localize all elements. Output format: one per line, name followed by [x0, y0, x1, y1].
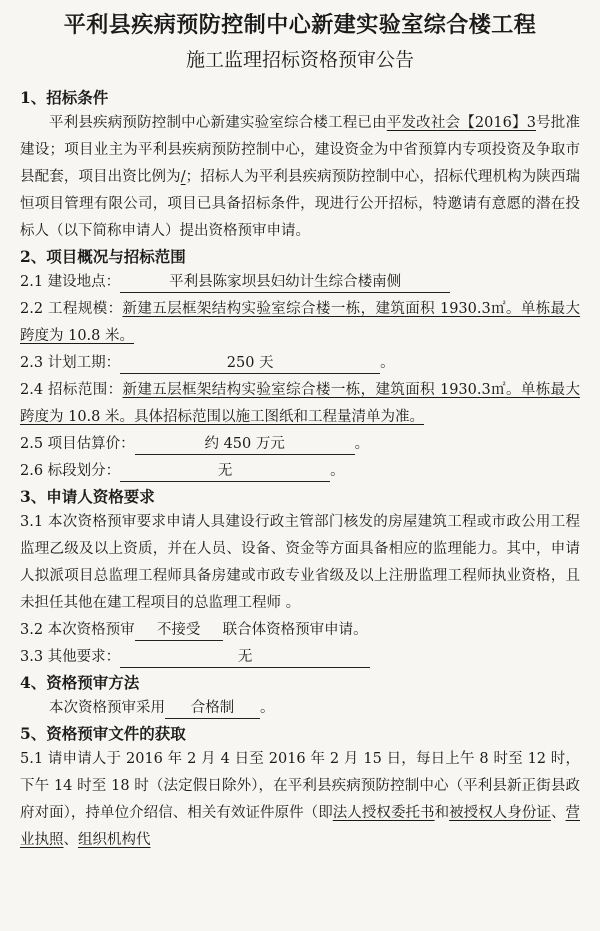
scale-line: 2.2 工程规模：新建五层框架结构实验室综合楼一栋，建筑面积 1930.3㎡。单栋最大跨度为 10.8 米。 [20, 301, 581, 344]
requirement-3-2: 3.2 本次资格预审 不接受 联合体资格预审申请。 [20, 617, 580, 644]
acquisition-text: 5.1 请申请人于 2016 年 2 月 4 日至 2016 年 2 月 15 日，每日上午 8 时至 12 时，下午 14 时至 18 时（法定假日除外），在平利县疾病预防控制中心（平利县新正街县政府对面），持单位介绍信、相关有效证件原件（即法人授权委托书和被授权人身份证、营业执照、组织机构代 [20, 751, 581, 848]
budget-value: 约 450 万元 [135, 434, 355, 455]
section-3-heading: 3、申请人资格要求 [20, 487, 155, 506]
section-1-heading: 1、招标条件 [20, 88, 109, 107]
scope-value: 新建五层框架结构实验室综合楼一栋，建筑面积 1930.3㎡。单栋最大跨度为 10.8 米。具体招标范围以施工图纸和工程量清单为准。 [20, 382, 581, 425]
section-5-heading: 5、资格预审文件的获取 [20, 724, 186, 743]
scale-value: 新建五层框架结构实验室综合楼一栋，建筑面积 1930.3㎡。单栋最大跨度为 10.8 米。 [20, 301, 581, 344]
scope-line: 2.4 招标范围：新建五层框架结构实验室综合楼一栋，建筑面积 1930.3㎡。单栋最大跨度为 10.8 米。具体招标范围以施工图纸和工程量清单为准。 [20, 382, 581, 425]
section-2-heading: 2、项目概况与招标范围 [20, 247, 186, 266]
other-requirement-value: 无 [120, 647, 370, 668]
period-value: 250 天 [120, 353, 380, 374]
funding-ratio: / [180, 169, 186, 185]
lots-line: 2.6 标段划分： 无 。 [20, 458, 580, 485]
page-subtitle: 施工监理招标资格预审公告 [185, 49, 414, 71]
requirement-3-1: 3.1 本次资格预审要求申请人具建设行政主管部门核发的房屋建筑工程或市政公用工程监理乙级及以上资质，并在人员、设备、资金等方面具备相应的监理能力。其中，申请人拟派项目总监理工程师具备房建或市政专业省级及以上注册监理工程师执业资格，且未担任其他在建工程项目的总监理工程师 。 [20, 514, 580, 611]
method-line: 本次资格预审采用 合格制 。 [20, 695, 580, 722]
requirement-3-3: 3.3 其他要求： 无 [20, 644, 580, 671]
doc-power-of-attorney: 法人授权委托书 [332, 805, 435, 821]
section-1-text: 平利县疾病预防控制中心新建实验室综合楼工程已由平发改社会【2016】3号批准建设；项目业主为平利县疾病预防控制中心，建设资金为中省预算内专项投资及争取市县配套，项目出资比例为/；招标人为平利县疾病预防控制中心，招标代理机构为陕西瑞恒项目管理有限公司，项目已具备招标条件，现进行公开招标，特邀请有意愿的潜在投标人（以下简称申请人）提出资格预审申请。 [20, 115, 581, 239]
budget-line: 2.5 项目估算价： 约 450 万元 。 [20, 431, 580, 458]
doc-id-card: 被授权人身份证 [449, 805, 551, 821]
lots-value: 无 [120, 461, 330, 482]
period-line: 2.3 计划工期： 250 天 。 [20, 350, 580, 377]
page-title: 平利县疾病预防控制中心新建实验室综合楼工程 [63, 12, 537, 38]
section-4-heading: 4、资格预审方法 [20, 673, 140, 692]
site-line: 2.1 建设地点： 平利县陈家坝县妇幼计生综合楼南侧 [20, 269, 580, 296]
site-value: 平利县陈家坝县妇幼计生综合楼南侧 [120, 272, 450, 293]
consortium-value: 不接受 [135, 620, 223, 641]
method-value: 合格制 [165, 698, 260, 719]
approval-doc: 平发改社会【2016】3 [386, 115, 536, 131]
doc-business-license: 营业执照 [20, 805, 581, 848]
doc-org-code: 组织机构代 [78, 832, 151, 848]
